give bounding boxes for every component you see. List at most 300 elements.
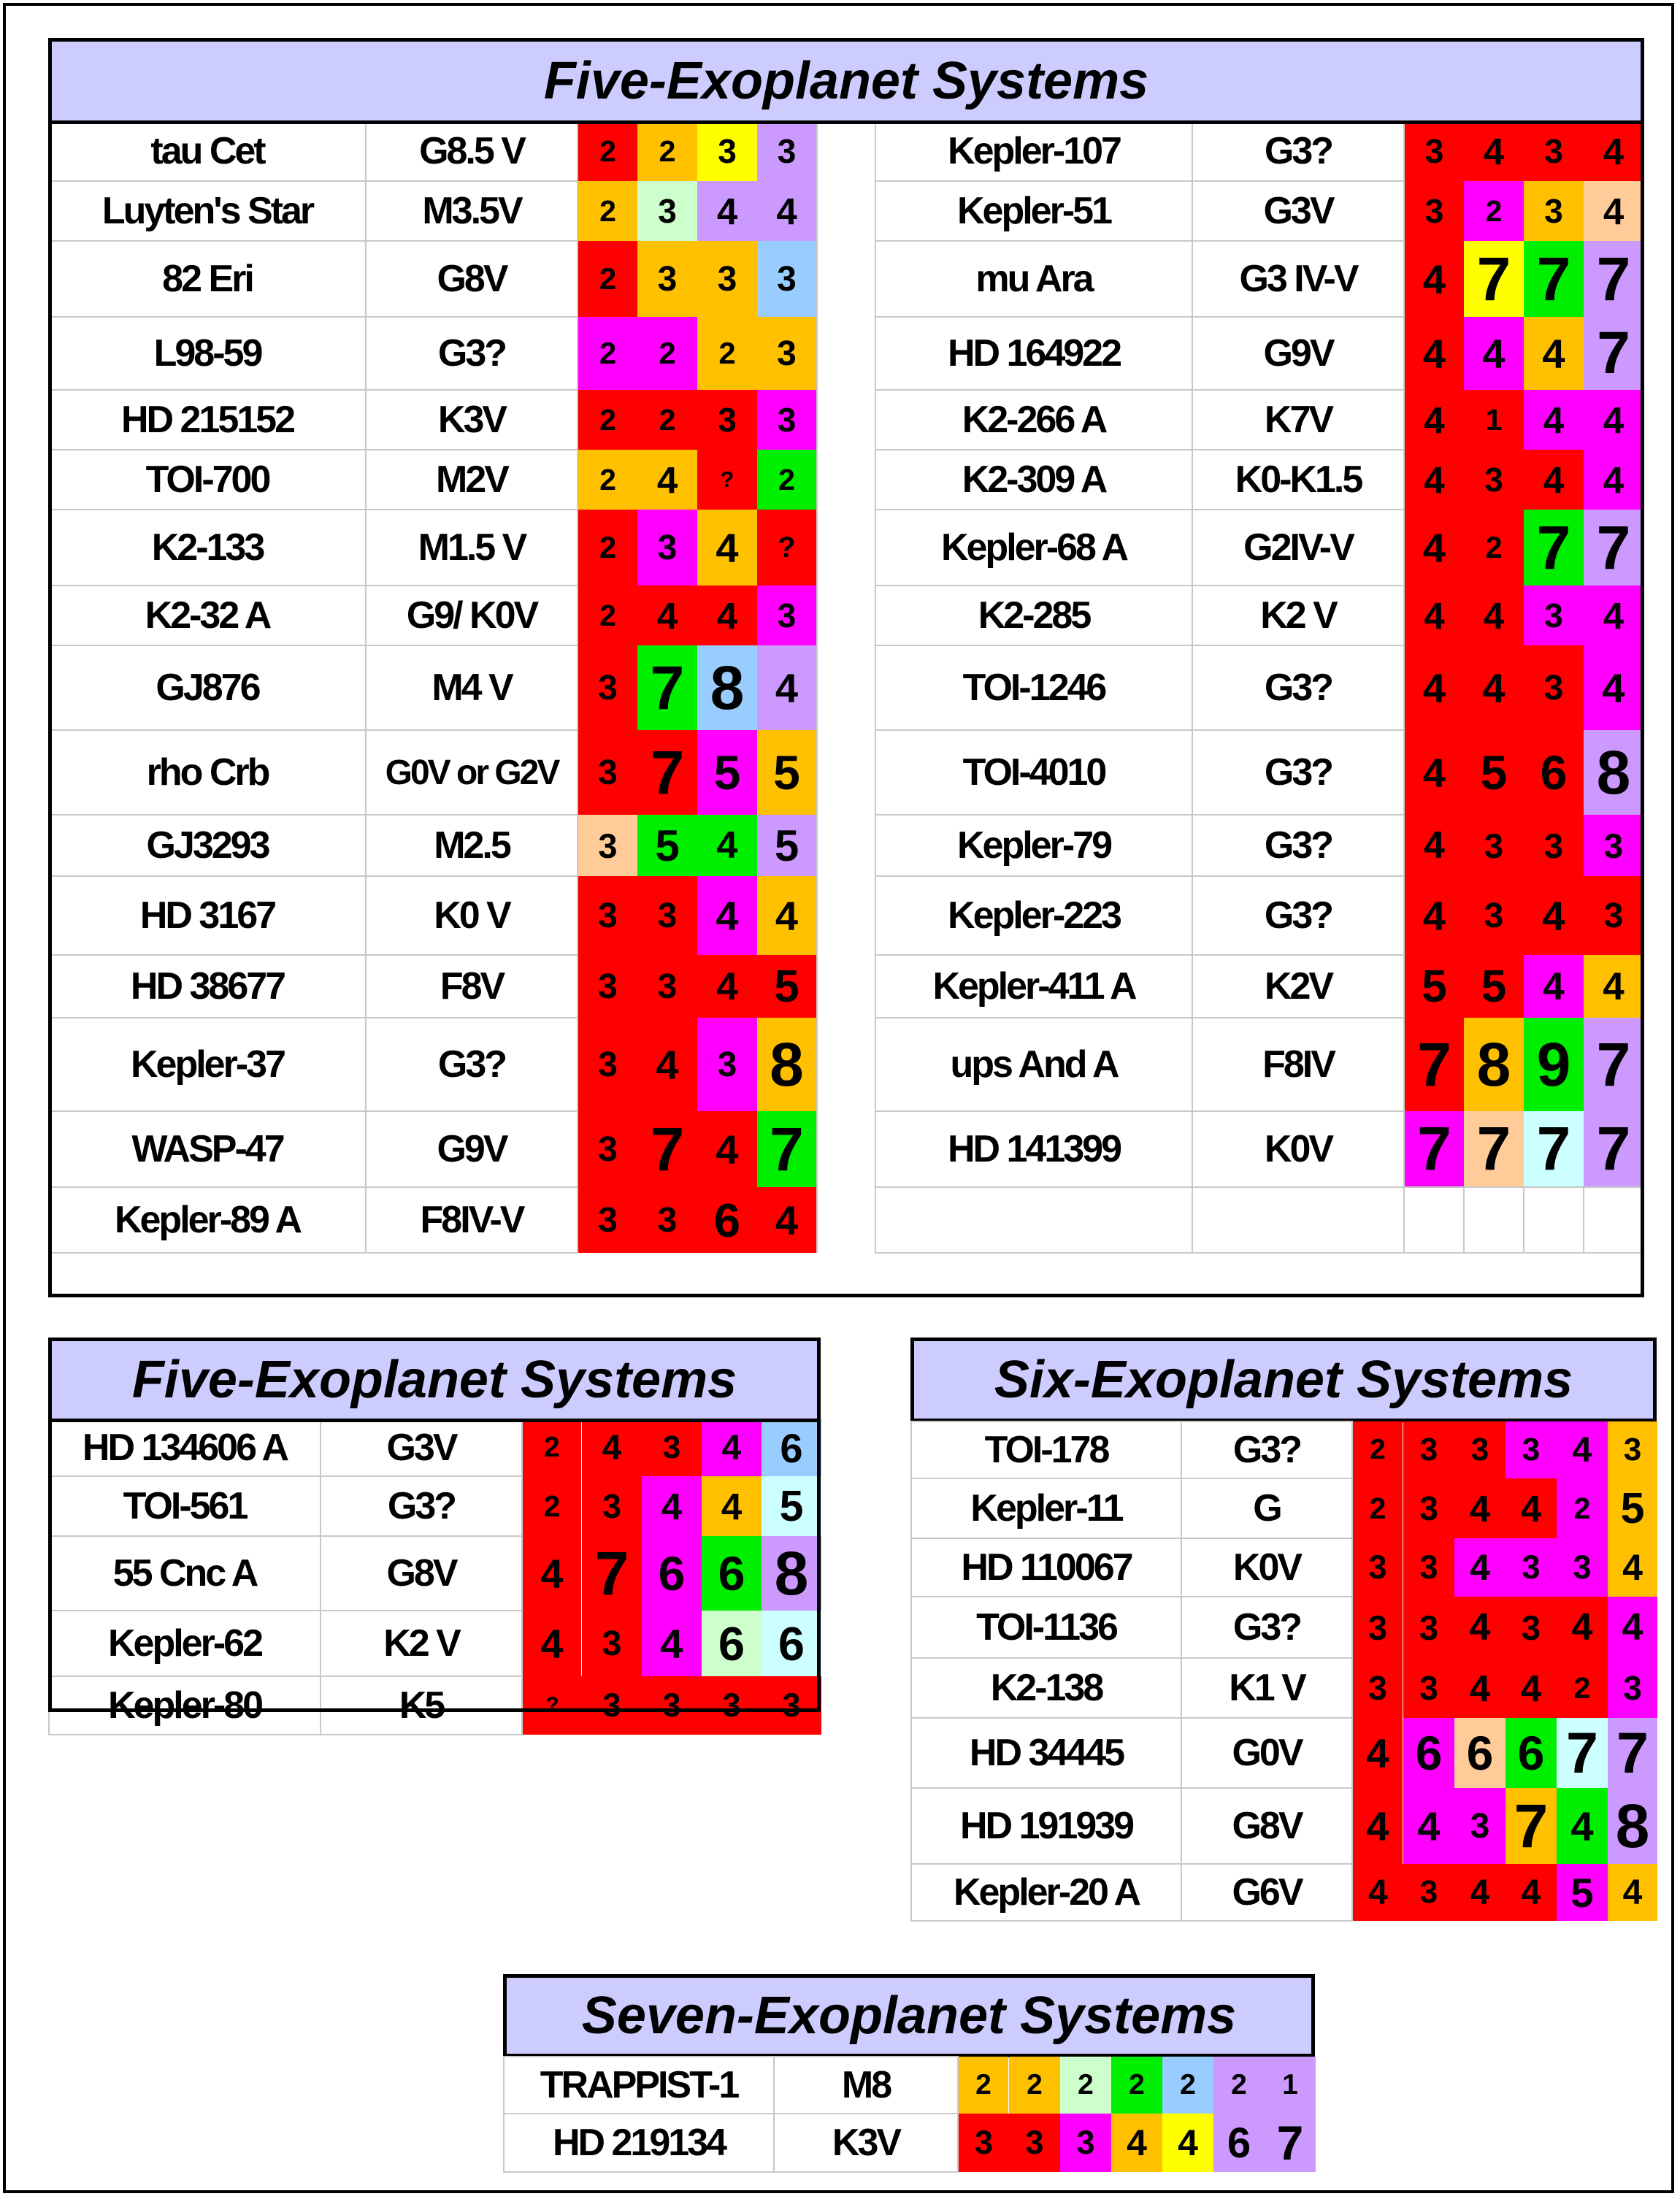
planet-count-cell: 5 <box>637 815 697 876</box>
system-name: HD 110067 <box>911 1538 1181 1597</box>
system-name: mu Ara <box>875 241 1192 317</box>
spectral-type: G3? <box>1181 1421 1352 1478</box>
planet-count-cell: 3 <box>1584 876 1643 955</box>
spectral-type: K2V <box>1192 955 1404 1018</box>
planet-count-cell: 2 <box>578 317 637 390</box>
spectral-type: G8V <box>321 1536 522 1611</box>
planet-count-cell: 2 <box>637 390 697 450</box>
spectral-type: G3? <box>366 1018 578 1111</box>
table-row <box>49 1018 1643 1111</box>
planet-count-cell: 3 <box>637 241 697 317</box>
empty-cell <box>1464 1187 1524 1253</box>
system-name: TOI-178 <box>911 1421 1181 1478</box>
planet-count-cell: 4 <box>637 1018 697 1111</box>
empty-cell <box>1192 1187 1404 1253</box>
planet-count-cell: 3 <box>637 955 697 1018</box>
planet-count-cell: 4 <box>1352 1718 1403 1788</box>
planet-count-cell: 3 <box>757 317 817 390</box>
spectral-type: F8IV-V <box>366 1187 578 1253</box>
planet-count-cell: 4 <box>1506 1658 1557 1718</box>
planet-count-cell: 2 <box>637 121 697 181</box>
planet-count-cell: 3 <box>1524 181 1584 241</box>
planet-count-cell: 2 <box>578 181 637 241</box>
system-name: K2-309 A <box>875 450 1192 510</box>
planet-count-cell: 4 <box>697 876 757 955</box>
planet-count-cell: 7 <box>1464 241 1524 317</box>
spectral-type: K0-K1.5 <box>1192 450 1404 510</box>
planet-count-cell: 4 <box>1524 317 1584 390</box>
column-gap <box>817 876 875 955</box>
table-row <box>49 390 1643 450</box>
spectral-type: M2.5 <box>366 815 578 876</box>
planet-count-cell: 4 <box>522 1611 582 1676</box>
planet-count-cell: 3 <box>1524 121 1584 181</box>
planet-count-cell: 4 <box>1454 1597 1506 1658</box>
spectral-type: G3? <box>1192 815 1404 876</box>
empty-cell <box>1404 1187 1464 1253</box>
planet-count-cell: 8 <box>1584 730 1643 815</box>
planet-count-cell: 3 <box>702 1676 762 1735</box>
planet-count-cell: 7 <box>1265 2114 1316 2172</box>
planet-count-cell: 4 <box>1404 510 1464 586</box>
planet-count-cell: 3 <box>1403 1421 1454 1478</box>
block-title: Six-Exoplanet Systems <box>910 1338 1657 1422</box>
planet-count-cell: 4 <box>757 1187 817 1253</box>
planet-count-cell: 5 <box>1557 1864 1608 1921</box>
planet-count-cell: 6 <box>697 1187 757 1253</box>
planet-count-cell: 3 <box>1524 645 1584 730</box>
table-row <box>911 1718 1657 1788</box>
spectral-type: G0V <box>1181 1718 1352 1788</box>
planet-count-cell: 4 <box>1111 2114 1162 2172</box>
planet-count-cell: 5 <box>757 730 817 815</box>
column-gap <box>817 450 875 510</box>
system-name: HD 34445 <box>911 1718 1181 1788</box>
planet-count-cell: 7 <box>1584 241 1643 317</box>
planet-count-cell: 2 <box>757 450 817 510</box>
planet-count-cell: 4 <box>1557 1421 1608 1478</box>
planet-count-cell: 8 <box>1608 1788 1657 1864</box>
system-name: TRAPPIST-1 <box>504 2057 774 2114</box>
system-name: Kepler-68 A <box>875 510 1192 586</box>
planet-count-cell: 2 <box>697 317 757 390</box>
planet-count-cell: 6 <box>1506 1718 1557 1788</box>
system-name: Kepler-80 <box>49 1676 321 1735</box>
planet-count-cell: 3 <box>637 181 697 241</box>
planet-count-cell: 4 <box>1454 1658 1506 1718</box>
system-name: Kepler-79 <box>875 815 1192 876</box>
system-name: HD 134606 A <box>49 1419 321 1476</box>
planet-count-cell: 3 <box>1464 876 1524 955</box>
planet-count-cell: 4 <box>1404 815 1464 876</box>
planet-count-cell: 7 <box>1557 1718 1608 1788</box>
planet-count-cell: 3 <box>958 2114 1009 2172</box>
column-gap <box>817 1187 875 1253</box>
planet-count-cell: 5 <box>1404 955 1464 1018</box>
planet-count-cell: 4 <box>582 1419 642 1476</box>
planet-count-cell: 4 <box>1584 645 1643 730</box>
planet-count-cell: 5 <box>1464 955 1524 1018</box>
system-name: HD 215152 <box>49 390 366 450</box>
planet-count-cell: 6 <box>762 1419 821 1476</box>
planet-count-cell: 2 <box>578 510 637 586</box>
table-row <box>49 1187 1643 1253</box>
table-row <box>49 815 1643 876</box>
table-row <box>49 1419 821 1476</box>
spectral-type: G3? <box>321 1476 522 1536</box>
system-name: Kepler-11 <box>911 1478 1181 1538</box>
spectral-type: G6V <box>1181 1864 1352 1921</box>
block-title: Seven-Exoplanet Systems <box>503 1974 1315 2057</box>
planet-count-cell: 3 <box>1454 1788 1506 1864</box>
planet-count-cell: 1 <box>1265 2057 1316 2114</box>
planet-count-cell: 4 <box>1557 1597 1608 1658</box>
planet-count-cell: 4 <box>1454 1864 1506 1921</box>
planet-count-cell: 4 <box>1524 955 1584 1018</box>
table-row <box>49 181 1643 241</box>
planet-count-cell: 4 <box>1454 1538 1506 1597</box>
planet-count-cell: 4 <box>1608 1538 1657 1597</box>
spectral-type: M4 V <box>366 645 578 730</box>
system-name: Kepler-20 A <box>911 1864 1181 1921</box>
planet-count-cell: 4 <box>757 876 817 955</box>
planet-count-cell: 5 <box>757 955 817 1018</box>
five-exoplanet-second-table <box>48 1419 822 1735</box>
spectral-type: M2V <box>366 450 578 510</box>
spectral-type: M8 <box>774 2057 958 2114</box>
spectral-type: G8V <box>366 241 578 317</box>
system-name: GJ876 <box>49 645 366 730</box>
system-name: HD 141399 <box>875 1111 1192 1187</box>
planet-count-cell: 3 <box>578 815 637 876</box>
planet-count-cell: 3 <box>637 1187 697 1253</box>
table-row <box>49 1676 821 1735</box>
planet-count-cell: 3 <box>1403 1478 1454 1538</box>
block-title: Five-Exoplanet Systems <box>48 1338 821 1422</box>
planet-count-cell: 7 <box>1404 1018 1464 1111</box>
system-name: Kepler-37 <box>49 1018 366 1111</box>
planet-count-cell: 3 <box>637 876 697 955</box>
table-row <box>49 510 1643 586</box>
planet-count-cell: 7 <box>1464 1111 1524 1187</box>
planet-count-cell: 3 <box>1464 815 1524 876</box>
spectral-type: G3 IV-V <box>1192 241 1404 317</box>
planet-count-cell: 3 <box>578 645 637 730</box>
planet-count-cell: 3 <box>582 1676 642 1735</box>
planet-count-cell: 3 <box>757 390 817 450</box>
planet-count-cell: 5 <box>1608 1478 1657 1538</box>
planet-count-cell: 4 <box>1584 181 1643 241</box>
system-name: 55 Cnc A <box>49 1536 321 1611</box>
spectral-type: G0V or G2V <box>366 730 578 815</box>
planet-count-cell: 4 <box>1404 586 1464 645</box>
planet-count-cell: 3 <box>578 1111 637 1187</box>
planet-count-cell: 3 <box>1524 586 1584 645</box>
planet-count-cell: 3 <box>582 1476 642 1536</box>
planet-count-cell: 2 <box>1111 2057 1162 2114</box>
spectral-type: G9V <box>1192 317 1404 390</box>
system-name: K2-266 A <box>875 390 1192 450</box>
planet-count-cell: 3 <box>1404 181 1464 241</box>
system-name: tau Cet <box>49 121 366 181</box>
planet-count-cell: 2 <box>1557 1658 1608 1718</box>
planet-count-cell: 3 <box>1454 1421 1506 1478</box>
spectral-type: G3? <box>1181 1597 1352 1658</box>
system-name: WASP-47 <box>49 1111 366 1187</box>
spectral-type: K1 V <box>1181 1658 1352 1718</box>
planet-count-cell: 7 <box>1584 1018 1643 1111</box>
spectral-type: G3V <box>321 1419 522 1476</box>
planet-count-cell: 4 <box>697 815 757 876</box>
planet-count-cell: 4 <box>1464 317 1524 390</box>
planet-count-cell: 7 <box>757 1111 817 1187</box>
spectral-type: G8.5 V <box>366 121 578 181</box>
planet-count-cell: 3 <box>1009 2114 1060 2172</box>
planet-count-cell: 6 <box>1524 730 1584 815</box>
planet-count-cell: 4 <box>1352 1788 1403 1864</box>
system-name: Kepler-223 <box>875 876 1192 955</box>
system-name: HD 219134 <box>504 2114 774 2172</box>
planet-count-cell: 3 <box>757 586 817 645</box>
planet-count-cell: 4 <box>1464 586 1524 645</box>
spectral-type: G <box>1181 1478 1352 1538</box>
system-name: HD 38677 <box>49 955 366 1018</box>
planet-count-cell: 8 <box>1464 1018 1524 1111</box>
planet-count-cell: 2 <box>522 1419 582 1476</box>
spectral-type: G3? <box>1192 730 1404 815</box>
planet-count-cell: 2 <box>1060 2057 1111 2114</box>
planet-count-cell: 3 <box>697 241 757 317</box>
planet-count-cell: 5 <box>1464 730 1524 815</box>
table-row <box>911 1421 1657 1478</box>
spectral-type: G9V <box>366 1111 578 1187</box>
planet-count-cell: 2 <box>578 241 637 317</box>
planet-count-cell: 3 <box>637 510 697 586</box>
column-gap <box>817 1018 875 1111</box>
planet-count-cell: 4 <box>522 1536 582 1611</box>
planet-count-cell: ? <box>697 450 757 510</box>
planet-count-cell: 2 <box>1464 510 1524 586</box>
planet-count-cell: 2 <box>958 2057 1009 2114</box>
planet-count-cell: 4 <box>642 1476 702 1536</box>
table-row <box>49 955 1643 1018</box>
planet-count-cell: 2 <box>1213 2057 1265 2114</box>
table-row <box>911 1658 1657 1718</box>
planet-count-cell: 4 <box>1524 876 1584 955</box>
planet-count-cell: 9 <box>1524 1018 1584 1111</box>
planet-count-cell: 3 <box>697 1018 757 1111</box>
planet-count-cell: 3 <box>697 390 757 450</box>
planet-count-cell: 6 <box>1454 1718 1506 1788</box>
planet-count-cell: ? <box>522 1676 582 1735</box>
spectral-type: F8IV <box>1192 1018 1404 1111</box>
system-name: ups And A <box>875 1018 1192 1111</box>
planet-count-cell: 4 <box>757 645 817 730</box>
spectral-type: K5 <box>321 1676 522 1735</box>
planet-count-cell: 6 <box>642 1536 702 1611</box>
column-gap <box>817 645 875 730</box>
column-gap <box>817 730 875 815</box>
table-row <box>911 1864 1657 1921</box>
planet-count-cell: 4 <box>1352 1864 1403 1921</box>
planet-count-cell: 4 <box>697 510 757 586</box>
planet-count-cell: 4 <box>1524 450 1584 510</box>
planet-count-cell: 4 <box>1524 390 1584 450</box>
planet-count-cell: 3 <box>1060 2114 1111 2172</box>
planet-count-cell: 4 <box>1404 241 1464 317</box>
planet-count-cell: 3 <box>578 1187 637 1253</box>
system-name: TOI-561 <box>49 1476 321 1536</box>
planet-count-cell: 4 <box>1608 1864 1657 1921</box>
system-name: HD 3167 <box>49 876 366 955</box>
planet-count-cell: 2 <box>1009 2057 1060 2114</box>
planet-count-cell: 7 <box>637 1111 697 1187</box>
table-row <box>49 586 1643 645</box>
system-name: Kepler-107 <box>875 121 1192 181</box>
planet-count-cell: 7 <box>1524 1111 1584 1187</box>
spectral-type: G2IV-V <box>1192 510 1404 586</box>
system-name: rho Crb <box>49 730 366 815</box>
planet-count-cell: 4 <box>697 586 757 645</box>
spectral-type: K3V <box>774 2114 958 2172</box>
planet-count-cell: 3 <box>582 1611 642 1676</box>
planet-count-cell: 7 <box>1404 1111 1464 1187</box>
planet-count-cell: 2 <box>522 1476 582 1536</box>
spectral-type: G9/ K0V <box>366 586 578 645</box>
planet-count-cell: 3 <box>757 121 817 181</box>
seven-exoplanet-block <box>503 1974 1315 2186</box>
planet-count-cell: 4 <box>642 1611 702 1676</box>
planet-count-cell: 4 <box>1584 121 1643 181</box>
planet-count-cell: 2 <box>637 317 697 390</box>
table-row <box>49 241 1643 317</box>
spectral-type: K0V <box>1181 1538 1352 1597</box>
planet-count-cell: 6 <box>702 1536 762 1611</box>
system-name: HD 164922 <box>875 317 1192 390</box>
column-gap <box>817 317 875 390</box>
column-gap <box>817 181 875 241</box>
planet-count-cell: 3 <box>1404 121 1464 181</box>
planet-count-cell: 2 <box>578 450 637 510</box>
planet-count-cell: 3 <box>762 1676 821 1735</box>
planet-count-cell: 5 <box>762 1476 821 1536</box>
planet-count-cell: 3 <box>1352 1658 1403 1718</box>
planet-count-cell: 8 <box>757 1018 817 1111</box>
spectral-type: G3? <box>1192 121 1404 181</box>
system-name: TOI-1136 <box>911 1597 1181 1658</box>
planet-count-cell: 3 <box>578 876 637 955</box>
planet-count-cell: 2 <box>1557 1478 1608 1538</box>
planet-count-cell: 3 <box>697 121 757 181</box>
planet-count-cell: ? <box>757 510 817 586</box>
spectral-type: K2 V <box>1192 586 1404 645</box>
system-name: Kepler-62 <box>49 1611 321 1676</box>
planet-count-cell: 3 <box>1464 450 1524 510</box>
spectral-type: G3V <box>1192 181 1404 241</box>
planet-count-cell: 3 <box>1506 1597 1557 1658</box>
column-gap <box>817 586 875 645</box>
planet-count-cell: 7 <box>637 645 697 730</box>
six-exoplanet-block <box>910 1338 1657 1922</box>
column-gap <box>817 955 875 1018</box>
planet-count-cell: 4 <box>1608 1597 1657 1658</box>
planet-count-cell: 2 <box>1162 2057 1213 2114</box>
planet-count-cell: 4 <box>1506 1478 1557 1538</box>
planet-count-cell: 7 <box>1524 510 1584 586</box>
planet-count-cell: 1 <box>1464 390 1524 450</box>
planet-count-cell: 4 <box>637 586 697 645</box>
planet-count-cell: 4 <box>1404 450 1464 510</box>
planet-count-cell: 4 <box>1162 2114 1213 2172</box>
planet-count-cell: 5 <box>757 815 817 876</box>
empty-cell <box>875 1187 1192 1253</box>
five-exoplanet-second-block <box>48 1338 821 1742</box>
planet-count-cell: 3 <box>642 1419 702 1476</box>
planet-count-cell: 4 <box>1584 955 1643 1018</box>
spectral-type: M1.5 V <box>366 510 578 586</box>
column-gap <box>817 815 875 876</box>
table-row <box>49 730 1643 815</box>
planet-count-cell: 4 <box>697 955 757 1018</box>
planet-count-cell: 8 <box>697 645 757 730</box>
six-exoplanet-table <box>910 1421 1658 1922</box>
system-name: HD 191939 <box>911 1788 1181 1864</box>
spectral-type: K0 V <box>366 876 578 955</box>
column-gap <box>817 121 875 181</box>
planet-count-cell: 2 <box>578 586 637 645</box>
table-row <box>911 1788 1657 1864</box>
system-name: Kepler-89 A <box>49 1187 366 1253</box>
system-name: 82 Eri <box>49 241 366 317</box>
table-row <box>504 2114 1316 2172</box>
planet-count-cell: 2 <box>1352 1478 1403 1538</box>
planet-count-cell: 3 <box>1608 1658 1657 1718</box>
table-row <box>49 876 1643 955</box>
system-name: TOI-700 <box>49 450 366 510</box>
planet-count-cell: 7 <box>1584 1111 1643 1187</box>
planet-count-cell: 4 <box>637 450 697 510</box>
planet-count-cell: 4 <box>1454 1478 1506 1538</box>
planet-count-cell: 3 <box>1608 1421 1657 1478</box>
table-row <box>49 121 1643 181</box>
planet-count-cell: 6 <box>1403 1718 1454 1788</box>
system-name: TOI-4010 <box>875 730 1192 815</box>
planet-count-cell: 3 <box>1506 1538 1557 1597</box>
planet-count-cell: 2 <box>578 121 637 181</box>
column-gap <box>817 390 875 450</box>
planet-count-cell: 4 <box>1584 450 1643 510</box>
planet-count-cell: 3 <box>1403 1864 1454 1921</box>
planet-count-cell: 3 <box>757 241 817 317</box>
planet-count-cell: 3 <box>1524 815 1584 876</box>
planet-count-cell: 3 <box>1506 1421 1557 1478</box>
planet-count-cell: 4 <box>702 1476 762 1536</box>
empty-cell <box>1524 1187 1584 1253</box>
planet-count-cell: 3 <box>1584 815 1643 876</box>
planet-count-cell: 8 <box>762 1536 821 1611</box>
column-gap <box>817 1111 875 1187</box>
planet-count-cell: 3 <box>578 1018 637 1111</box>
planet-count-cell: 3 <box>1403 1597 1454 1658</box>
planet-count-cell: 4 <box>702 1419 762 1476</box>
spectral-type: K7V <box>1192 390 1404 450</box>
planet-count-cell: 4 <box>1557 1788 1608 1864</box>
table-row <box>49 1476 821 1536</box>
spectral-type: F8V <box>366 955 578 1018</box>
column-gap <box>817 510 875 586</box>
five-exoplanet-main-table <box>48 120 1644 1254</box>
planet-count-cell: 4 <box>1584 390 1643 450</box>
